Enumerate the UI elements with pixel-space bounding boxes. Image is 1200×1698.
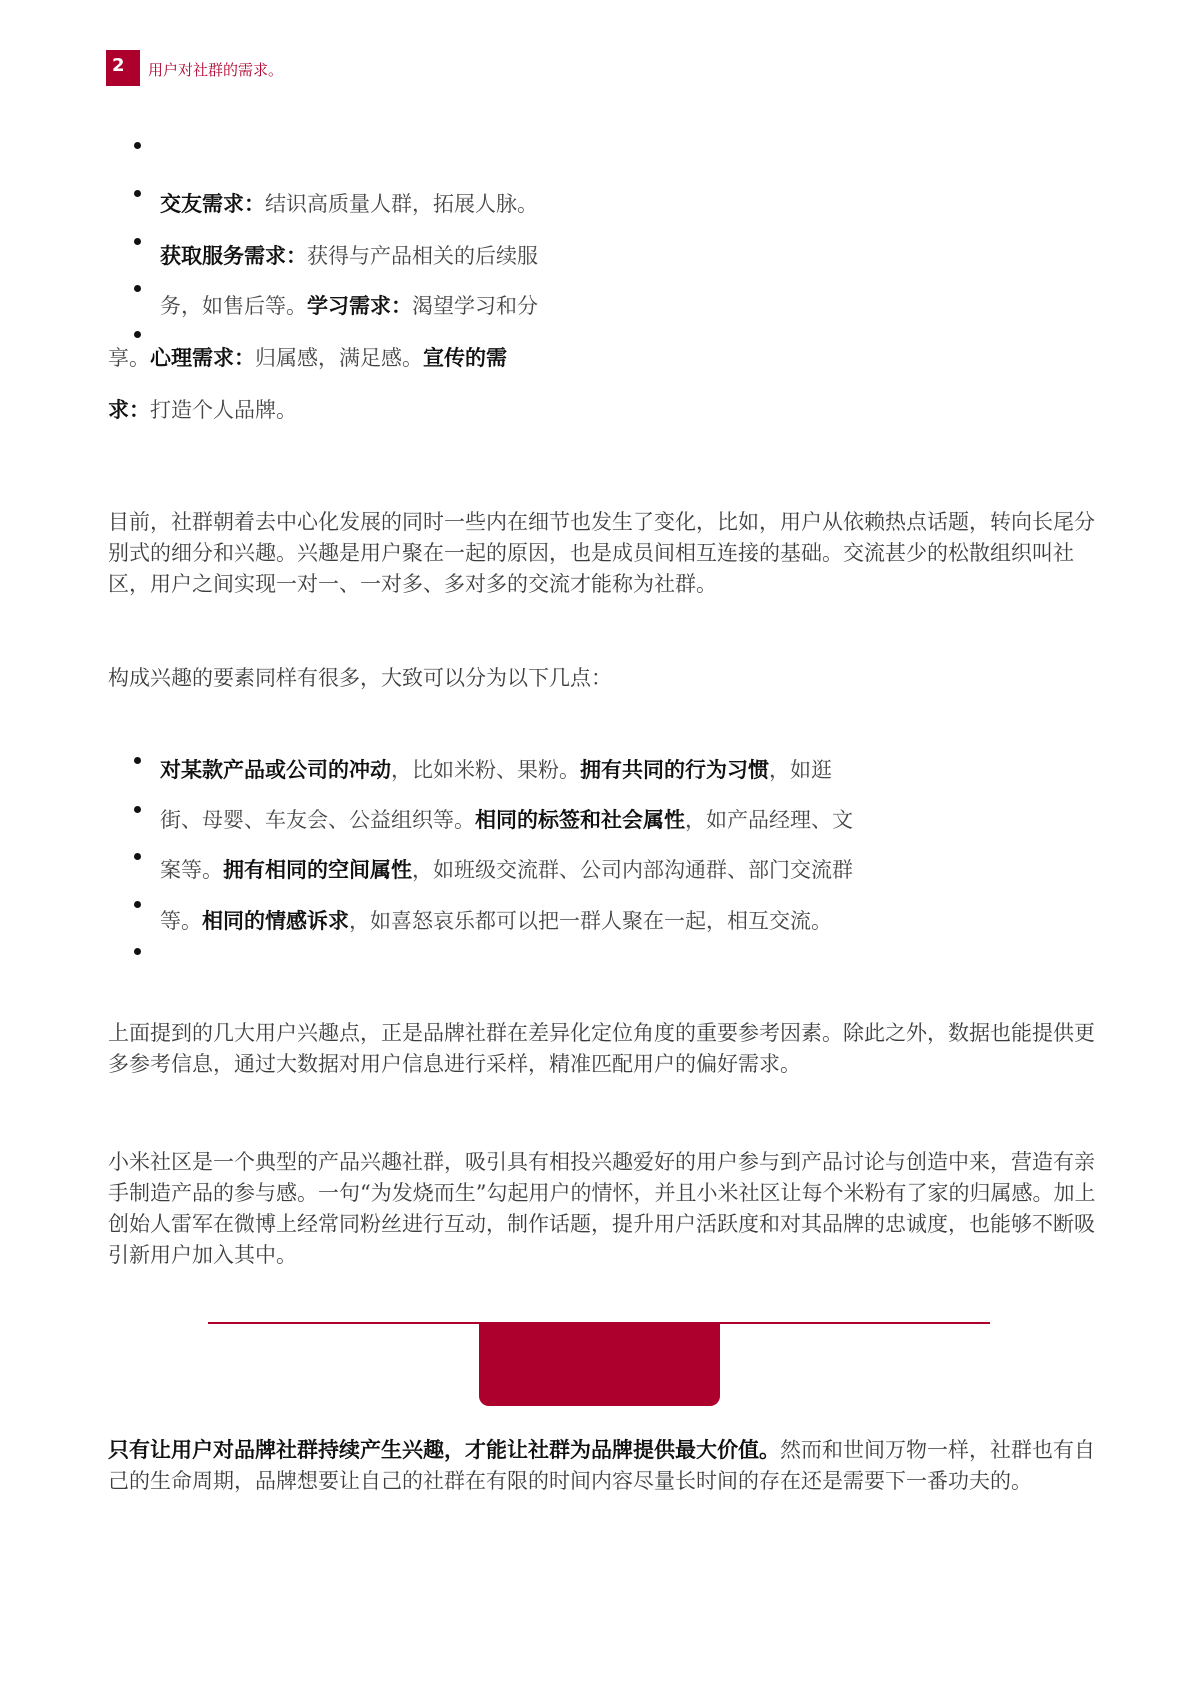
- paragraph-interest-points: 上面提到的几大用户兴趣点，正是品牌社群在差异化定位角度的重要参考因素。除此之外，数据也能提供更多参考信息，通过大数据对用户信息进行采样，精准匹配用户的偏好需求。: [108, 1021, 1095, 1076]
- paragraph-interest-elements: 构成兴趣的要素同样有很多，大致可以分为以下几点：: [108, 666, 612, 690]
- list-item-service-need: 获取服务需求：获得与产品相关的后续服: [160, 244, 538, 268]
- bullet-icon: [134, 331, 141, 338]
- section-title: 用户对社群的需求。: [148, 61, 284, 79]
- bullet-icon: [134, 948, 141, 955]
- bullet-icon: [134, 142, 141, 149]
- bullet-icon: [134, 853, 141, 860]
- bullet-icon: [134, 901, 141, 908]
- bullet-icon: [134, 238, 141, 245]
- list-item-psych-need: 享。心理需求：归属感，满足感。宣传的需: [108, 346, 507, 370]
- bullet-icon: [134, 190, 141, 197]
- paragraph-lifecycle: 只有让用户对品牌社群持续产生兴趣，才能让社群为品牌提供最大价值。然而和世间万物一样，社群也有自己的生命周期，品牌想要让自己的社群在有限的时间内容尽量长时间的存在还是需要下一番功夫的。: [108, 1438, 1095, 1493]
- bullet-icon: [134, 757, 141, 764]
- section-number: 2: [112, 55, 125, 76]
- bullet-icon: [134, 285, 141, 292]
- section-divider-tab: [479, 1323, 720, 1406]
- list-item-interest-4: 等。相同的情感诉求，如喜怒哀乐都可以把一群人聚在一起，相互交流。: [160, 909, 832, 933]
- bullet-icon: [134, 806, 141, 813]
- paragraph-xiaomi-community: 小米社区是一个典型的产品兴趣社群，吸引具有相投兴趣爱好的用户参与到产品讨论与创造中来，营造有亲手制造产品的参与感。一句“为发烧而生”勾起用户的情怀，并且小米社区让每个米粉有了家的归属感。加上创始人雷军在微博上经常同粉丝进行互动，制作话题，提升用户活跃度和对其品牌的忠诚度，也能够不断吸引新用户加入其中。: [108, 1150, 1096, 1267]
- list-item-interest-1: 对某款产品或公司的冲动，比如米粉、果粉。拥有共同的行为习惯，如逛: [160, 758, 832, 782]
- list-item-learning-need: 务，如售后等。学习需求：渴望学习和分: [160, 294, 538, 318]
- list-item-promo-need: 求：打造个人品牌。: [108, 398, 297, 422]
- list-item-social-need: 交友需求：结识高质量人群，拓展人脉。: [160, 192, 538, 216]
- list-item-interest-3: 案等。拥有相同的空间属性，如班级交流群、公司内部沟通群、部门交流群: [160, 858, 853, 882]
- paragraph-decentralization: 目前，社群朝着去中心化发展的同时一些内在细节也发生了变化，比如，用户从依赖热点话题，转向长尾分别式的细分和兴趣。兴趣是用户聚在一起的原因，也是成员间相互连接的基础。交流甚少的松散组织叫社区，用户之间实现一对一、一对多、多对多的交流才能称为社群。: [108, 510, 1095, 596]
- list-item-interest-2: 街、母婴、车友会、公益组织等。相同的标签和社会属性，如产品经理、文: [160, 808, 853, 832]
